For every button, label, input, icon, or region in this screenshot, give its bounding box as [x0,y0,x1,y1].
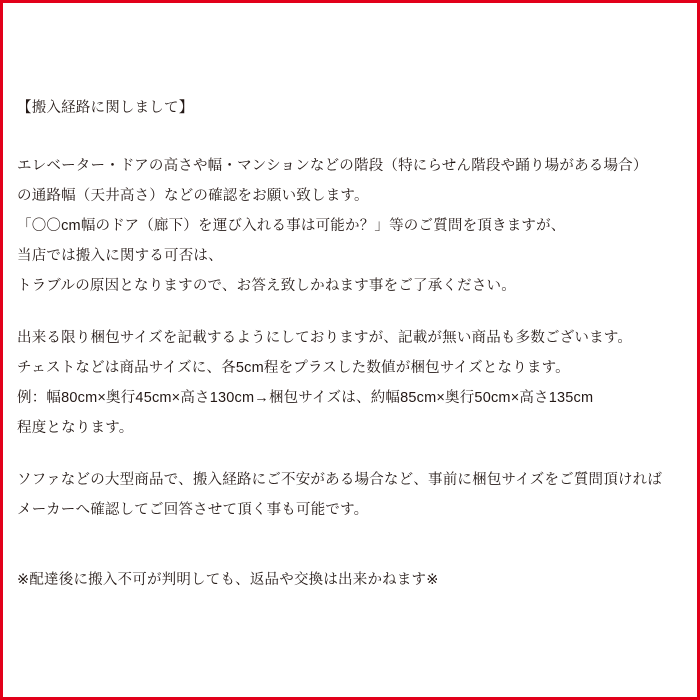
text-line: 当店では搬入に関する可否は、 [17,248,223,264]
spacer [17,301,683,323]
text-line: の通路幅（天井高さ）などの確認をお願い致します。 [17,188,369,204]
text-line: エレベーター・ドアの高さや幅・マンションなどの階段（特にらせん階段や踊り場がある場合） [17,158,648,174]
paragraph-route-check [17,151,683,301]
text-line: 程度となります。 [17,420,134,436]
text-line: チェストなどは商品サイズに、各5cm程をプラスした数値が梱包サイズとなります。 [17,360,570,376]
document-heading: 【搬入経路に関しまして】 [17,100,194,116]
text-line: ソファなどの大型商品で、搬入経路にご不安がある場合など、事前に梱包サイズをご質問頂ければ [17,472,663,488]
text-line: 例：幅80cm×奥行45cm×高さ130cm→梱包サイズは、約幅85cm×奥行50cm×高さ135cm [17,390,594,406]
spacer [17,443,683,465]
notice-text: ※配達後に搬入不可が判明しても、返品や交換は出来かねます※ [17,572,439,588]
paragraph-package-size [17,323,683,443]
spacer [17,525,683,565]
paragraph-notice [17,565,683,595]
text-line: 「〇〇cm幅のドア（廊下）を運び入れる事は可能か？」等のご質問を頂きますが、 [17,218,566,234]
paragraph-large-items [17,465,683,525]
document-body [17,93,683,595]
spacer [17,123,683,151]
text-line: 出来る限り梱包サイズを記載するようにしておりますが、記載が無い商品も多数ございます。 [17,330,633,346]
text-line: トラブルの原因となりますので、お答え致しかねます事をご了承ください。 [17,278,516,294]
text-line: メーカーへ確認してご回答させて頂く事も可能です。 [17,502,369,518]
